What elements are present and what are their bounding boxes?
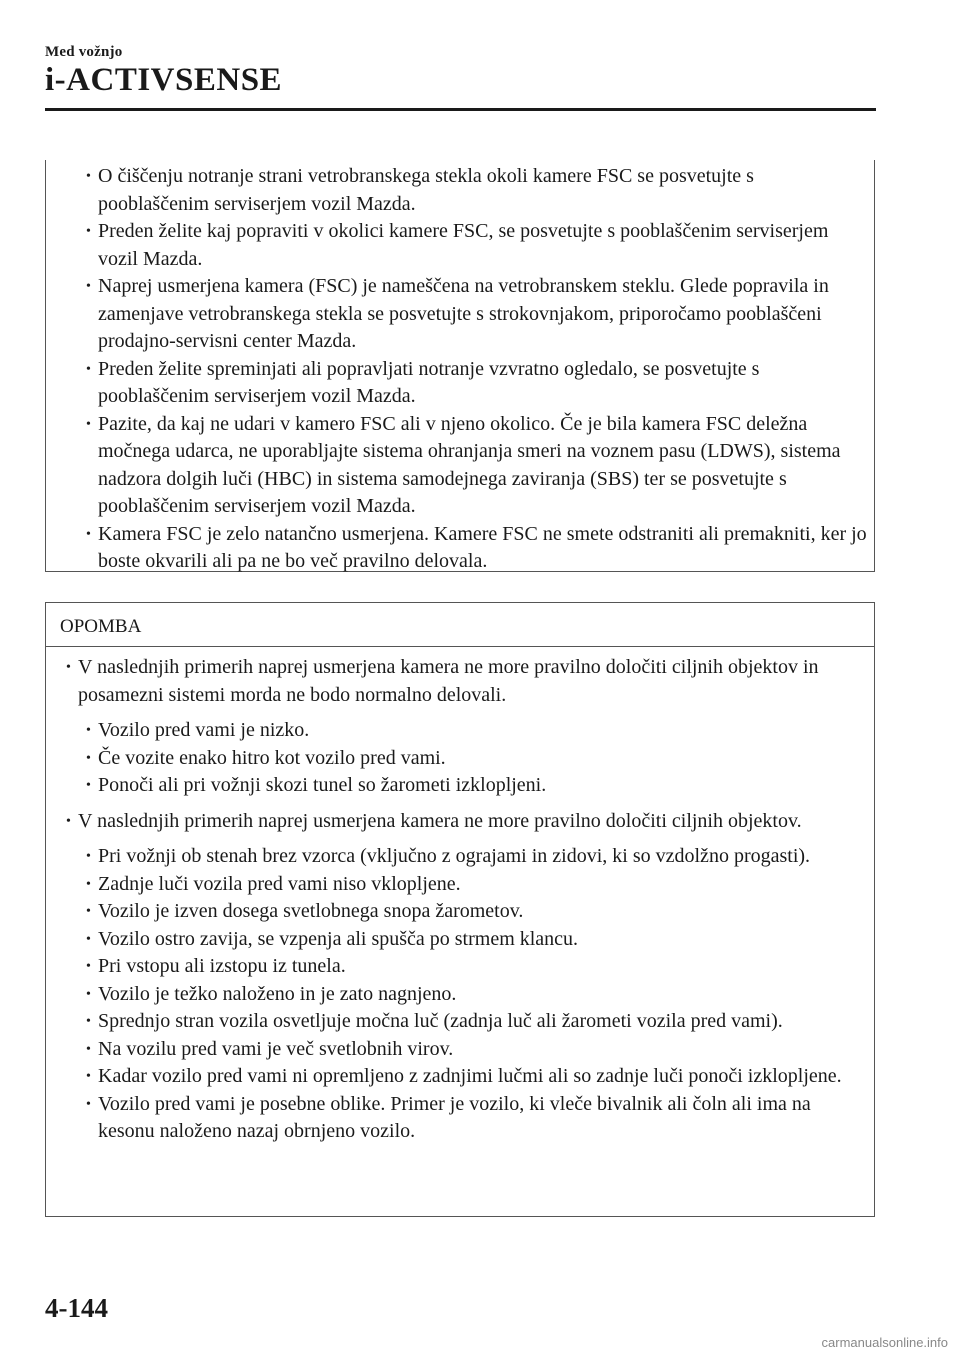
page-number: 4-144 xyxy=(45,1293,108,1323)
caution-item: • O čiščenju notranje strani vetrobranskega stekla okoli kamere FSC se posvetujte s pooblaščenim serviserjem vozil Mazda. xyxy=(86,165,754,215)
caution-item: • Naprej usmerjena kamera (FSC) je nameščena na vetrobranskem steklu. Glede popravila in zamenjave vetrobranskega stekla se posvetujte s strokovnjakom, priporočamo pooblaščeni prodajno-servisni center Mazda. xyxy=(86,275,829,352)
caution-item: • Pazite, da kaj ne udari v kamero FSC ali v njeno okolico. Če je bila kamera FSC deležna močnega udarca, ne uporabljajte sistema ohranjanja smeri na voznem pasu (LDWS), sistema nadzora dolgih luči (HBC) in sistema samodejnega zaviranja (SBS) ter se posvetujte s pooblaščenim serviserjem vozil Mazda. xyxy=(86,412,841,517)
note-item: • V naslednjih primerih naprej usmerjena kamera ne more pravilno določiti ciljnih objektov. • Pri vožnji ob stenah brez vzorca (vključno z ograjami in zidovi, ki so vzdolžno progasti). • Zadnje luči vozila pred vami niso vklopljene. • Vozilo je izven dosega svetlobnega snopa žarometov. • Vozilo ostro zavija, se vzpenja ali spušča po strmem klancu. • Pri vstopu ali izstopu iz tunela. • Vozilo je težko naloženo in je zato nagnjeno. • Sprednjo stran vozila osvetljuje močna luč (zadnja luč ali žarometi vozila pred vami). • Na vozilu pred vami je več svetlobnih virov. • Kadar vozilo pred vami ni opremljeno z zadnjimi lučmi ali so zadnje luči ponoči izklopljene. • Vozilo pred vami je posebne oblike. Primer je vozilo, ki vleče bivalnik ali čoln ali ima na kesonu naloženo nazaj obrnjeno vozilo. xyxy=(78,808,868,1146)
note-subitem: • Vozilo je težko naloženo in je zato nagnjeno. xyxy=(98,981,868,1009)
bullet-icon: • xyxy=(66,813,71,829)
bullet-icon: • xyxy=(86,904,91,919)
bullet-icon: • xyxy=(86,986,91,1002)
caution-item: • Kamera FSC je zelo natančno usmerjena. Kamere FSC ne smete odstraniti ali premakniti, ker jo boste okvarili ali pa ne bo več pravilno delovala. xyxy=(86,522,867,572)
bullet-icon: • xyxy=(86,750,91,766)
bullet-icon: • xyxy=(86,723,91,738)
bullet-icon: • xyxy=(66,660,71,675)
caution-item: • Preden želite kaj popraviti v okolici kamere FSC, se posvetujte s pooblaščenim serviserjem vozil Mazda. xyxy=(86,220,829,270)
note-subitem: • Vozilo pred vami je posebne oblike. Primer je vozilo, ki vleče bivalnik ali čoln ali ima na kesonu naloženo nazaj obrnjeno vozilo. xyxy=(86,1092,811,1142)
note-box xyxy=(45,602,875,1217)
bullet-icon: • xyxy=(86,1014,91,1029)
note-list xyxy=(66,654,868,1154)
page-title: i-ACTIVSENSE xyxy=(45,62,283,98)
note-heading: OPOMBA xyxy=(46,603,874,647)
caution-list xyxy=(86,163,868,576)
bullet-icon: • xyxy=(86,849,91,864)
bullet-icon: • xyxy=(86,778,91,793)
watermark: carmanualsonline.info xyxy=(821,1335,948,1350)
header-divider xyxy=(45,108,876,111)
note-subitem: • Na vozilu pred vami je več svetlobnih virov. xyxy=(98,1036,868,1064)
note-sublist xyxy=(86,843,868,1146)
bullet-icon: • xyxy=(86,416,91,432)
note-subitem: • Vozilo ostro zavija, se vzpenja ali spušča po strmem klancu. xyxy=(98,926,868,954)
note-subitem: • Pri vožnji ob stenah brez vzorca (vključno z ograjami in zidovi, ki so vzdolžno progasti). xyxy=(98,843,868,871)
bullet-icon: • xyxy=(86,361,91,377)
bullet-icon: • xyxy=(86,876,91,892)
bullet-icon: • xyxy=(86,931,91,947)
caution-item: • Preden želite spreminjati ali popravljati notranje vzvratno ogledalo, se posvetujte s pooblaščenim serviserjem vozil Mazda. xyxy=(86,357,760,407)
note-subitem: • Kadar vozilo pred vami ni opremljeno z zadnjimi lučmi ali so zadnje luči ponoči izklopljene. xyxy=(98,1063,868,1091)
bullet-icon: • xyxy=(86,224,91,239)
bullet-icon: • xyxy=(86,1069,91,1084)
caution-box xyxy=(45,160,875,572)
note-subitem: • Zadnje luči vozila pred vami niso vklopljene. xyxy=(98,871,868,899)
note-subitem: • Če vozite enako hitro kot vozilo pred vami. xyxy=(98,745,868,773)
bullet-icon: • xyxy=(86,1041,91,1057)
note-item: • V naslednjih primerih naprej usmerjena kamera ne more pravilno določiti ciljnih objektov in posamezni sistemi morda ne bodo normalno delovali. • Vozilo pred vami je nizko. • Če vozite enako hitro kot vozilo pred vami. • Ponoči ali pri vožnji skozi tunel so žarometi izklopljeni. xyxy=(78,654,868,800)
bullet-icon: • xyxy=(86,1096,91,1112)
note-subitem: • Vozilo pred vami je nizko. xyxy=(98,717,868,745)
bullet-icon: • xyxy=(86,279,91,294)
section-label: Med vožnjo xyxy=(45,44,123,60)
bullet-icon: • xyxy=(86,169,91,184)
note-subitem: • Ponoči ali pri vožnji skozi tunel so žarometi izklopljeni. xyxy=(98,772,868,800)
note-subitem: • Sprednjo stran vozila osvetljuje močna luč (zadnja luč ali žarometi vozila pred vami). xyxy=(98,1008,868,1036)
bullet-icon: • xyxy=(86,959,91,974)
bullet-icon: • xyxy=(86,526,91,542)
note-sublist xyxy=(86,717,868,800)
note-subitem: • Vozilo je izven dosega svetlobnega snopa žarometov. xyxy=(98,898,868,926)
note-subitem: • Pri vstopu ali izstopu iz tunela. xyxy=(98,953,868,981)
